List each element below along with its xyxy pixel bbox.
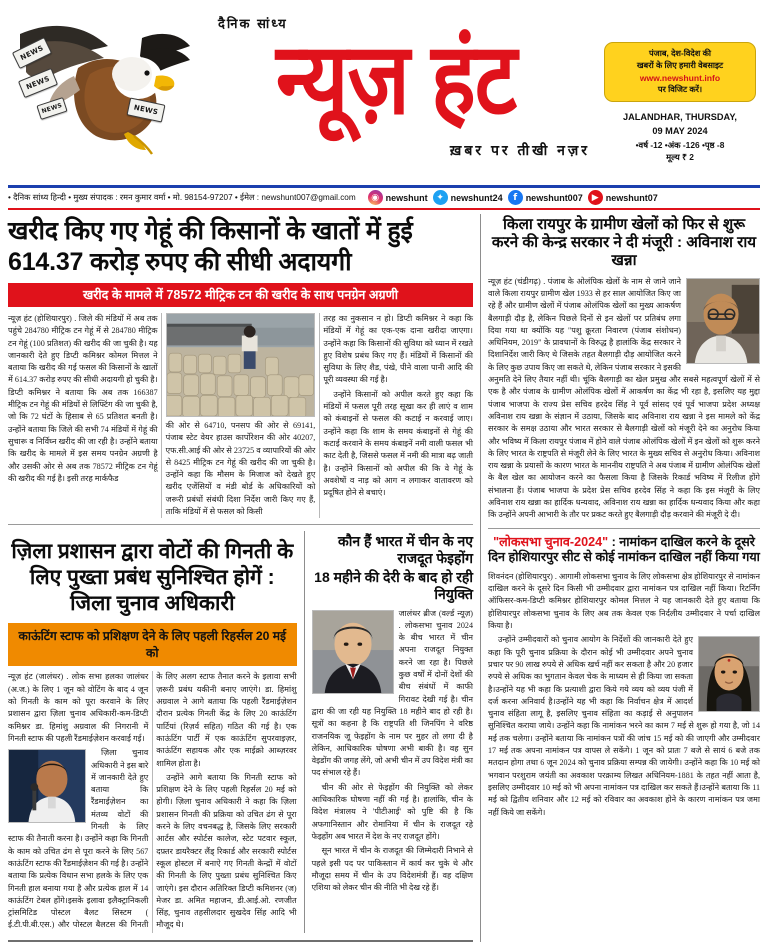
twitter-handle: newshunt24 bbox=[450, 192, 503, 203]
left-section bbox=[8, 214, 480, 942]
photo-person bbox=[241, 326, 257, 369]
news-chip: NEWS bbox=[127, 97, 166, 122]
youtube-handle: newshunt07 bbox=[605, 192, 658, 203]
photo-komal-mittal bbox=[698, 636, 760, 712]
china-paragraph-2: चीन की ओर से फेइहोंग की नियुक्ति को लेकर आधिकारिक घोषणा नहीं की गई है। हालांकि, चीन के विदेश मंत्रालय ने 'पीटीआई' को पुष्टि की है कि अफगानिस्तान और रोमानिया में चीन के राजदूत रहे फेइहोंग अब भारत में देश के नए राजदूत होंगे। bbox=[311, 782, 473, 841]
china-paragraph-3: सून भारत में चीन के राजदूत की जिम्मेदारी निभाने से पहले इसी पद पर पाकिस्तान में कार्य कर चुके थे और मौजूदा समय में चीन के उप विदेशमंत्री हैं। वह दक्षिण एशिया को लेकर चीन की नीति भी देख रहे हैं। bbox=[311, 846, 473, 893]
lead-col1-paragraph: न्यूज़ हंट (होशियारपुर) . जिले की मंडियों में अब तक पहुंचे 284780 मीट्रिक टन गेहूं में से 284780 मीट्रिक टन गेहूं (100 प्रतिशत) की खरीद की जा चुकी है। यह जानकारी देते हुए डिप्टी कमिश्नर कोमल मित्तल ने बताया कि खरीद की गई फसल की किसानों के खातों में 614.37 करोड़ रुपए की सीधी अदायगी हो चुकी है। डिप्टी कमिश्नर ने बताया कि अब तक 166387 मीट्रिक टन गेहूं की मंडियों से लिफ्टिंग की जा चुकी है, जो कि 72 घंटों के हिसाब से 65 प्रतिशत बनती है। उन्होंने बताया कि जिले की सभी 74 मंडियों में गेहूं की सुचारू व निर्विघ्न खरीद की जा रही है। उन्होंने बताया कि खरीद के मामले में इस समय पनग्रेन अग्रणी है और उसकी ओर से अब तक 78572 मीट्रिक टन गेहूं की खरीद की गई है। इसी तरह मार्कफैड bbox=[8, 314, 158, 483]
sports-body bbox=[488, 276, 760, 522]
divider-sports-bottom bbox=[488, 528, 760, 529]
second-row-wrapper bbox=[8, 531, 473, 932]
masthead-kicker: दैनिक सांध्य bbox=[218, 16, 288, 31]
dateline bbox=[604, 111, 756, 139]
nomination-headline bbox=[488, 535, 760, 566]
publication-date: 09 MAY 2024 bbox=[652, 125, 708, 136]
masthead-tagline: ख़बर पर तीखी नज़र bbox=[449, 141, 590, 158]
instagram-handle: newshunt bbox=[385, 192, 428, 203]
vote-counting-paragraph-3: उन्होंने आगे बताया कि गिनती स्टाफ को प्रशिक्षण देने के लिए पहली रिहर्सल 20 मई को होगी। ज़िला चुनाव अधिकारी ने कहा कि ज़िला प्रशासन गिनती की प्रक्रिया को उचित ढंग से पूरा करने के लिए वचनबद्ध है, जिसके लिए सरकारी आर्टस और स्पोर्टस कालेज, स्टेट पटवार स्कूल, दफ़्तर डायरैक्टर लैंड् रिकार्ड और सरकारी स्पोर्टस स्कूल होस्टल में बनाऐ गए गिनती केन्द्रों में वोटों की गिनती के लिए पुख्ता प्रबंध सुनिश्चित किए जाएंगे। इस दौरान अतिरिक्त डिप्टी कमिशनर (ज) मेजर डा. अमित महाजन, डी.आई.ओ. रणजीत सिंह, चुनाव तहसीलदार सुखदेव सिंह आदि भी मौजूद थे। bbox=[156, 772, 297, 930]
imprint-text: • दैनिक सांध्य हिन्दी • मुख्य संपादक : रमन कुमार वर्मा • मो. 98154-97207 • ईमेल : newshunt007@gmail.com bbox=[8, 193, 356, 202]
youtube-icon[interactable]: ▶ bbox=[588, 190, 603, 205]
lead-headline: खरीद किए गए गेहूं की किसानों के खातों में हुई 614.37 करोड़ रुपए की सीधी अदायगी bbox=[8, 217, 413, 276]
divider-red-top bbox=[8, 208, 760, 211]
social-link-twitter[interactable] bbox=[433, 190, 503, 205]
nomination-body bbox=[488, 571, 760, 819]
photo-district-election-officer bbox=[8, 749, 86, 823]
divider-lead-bottom bbox=[8, 524, 473, 525]
social-link-instagram[interactable] bbox=[368, 190, 428, 205]
nomination-headline-tag: "लोकसभा चुनाव-2024" bbox=[493, 534, 609, 549]
sports-paragraph-1: न्यूज़ हंट (चंडीगढ़) . पंजाब के ओलंपिक खेलों के नाम से जाने जाने वाले किला रायपुर ग्रामीण खेल 1933 से हर साल आयोजित किए जा रहे हैं और ग्रामीण खेलों में पंजाब ओलंपिक खेलों का मुख्य आकर्षण बैलगाड़ी दौड़ है, लेकिन पिछले दिनों से इन खेलों पर प्रतिबंध लगा दिया गया था क्योंकि यह "पशु क्रूरता निवारण (पंजाब संशोधन) अधिनियम, 2019" के प्रावधानों के विरुद्ध है हालांकि केंद्र सरकार ने दिशानिर्देश जारी किए थे जिसके तहत बैलगाड़ी दौड़ आयोजित करने के लिए कुछ उपाय किए जा सकते थे, लेकिन पंजाब सरकार ने इसकी अनुमति देने लिए तैयार नहीं थी। चूंकि बैलगाड़ी का खेल प्रमुख और सबसे महत्वपूर्ण खेलों में से एक है और पंजाब के ग्रामीण ओलंपिक खेलों में आकर्षण का केंद्र भी रहा है, इसलिए यह मुद्दा पंजाब भाजपा के राज्य प्रेस सचिव हरदेव सिंह ने पूर्व सांसद एवं पूर्व भाजपा प्रदेश अध्यक्ष अविनाश राय खन्ना के संज्ञान में उठाया, जिसके बाद अविनाश राय खन्ना ने इस मामले को केंद्र सरकार के समक्ष उठाया और भारत सरकार से बैलगाड़ी खेलों को मंजूरी देने का अनुरोध किया और भविष्य में किला रायपुर पंजाब में होने वाले पंजाब ओलंपिक खेलों में इन खेलों को शुरू करने के लिए भारत के राष्ट्रपति से मंजूरी लेने के लिए भारत के मुख्य सचिव से अनुरोध किया। अविनाश राय खन्ना के प्रयासों के कारण भारत के माननीय राष्ट्रपति ने अब पंजाब में ग्रामीण ओलंपिक खेलों के बैल खेल का आयोजन करने का फैसला किया है जिसके रिकार्ड भविष्य में रिलीज होंगे संभालना हैं। पंजाब भाजपा के प्रदेश प्रेस सचिव हरदेव सिंह ने कहा कि इस मंजूरी के लिए अविनाश राय खन्ना का हार्दिक धन्यवाद, अविनाश राय खन्ना का हार्दिक धन्यवाद किया और कहा कि उन्होंने अपनी आभारी के तौर पर प्रकट करते हुए बैलगाड़ी दौड़ करवाने की मंजूरी दे दी। bbox=[488, 276, 760, 520]
content-area bbox=[8, 214, 760, 942]
china-headline-line1: कौन हैं भारत में चीन के नए राजदूत फेइहोंग bbox=[337, 533, 473, 567]
photo-wheat-mandi bbox=[166, 313, 316, 417]
lead-col3-paragraph-1: तरह का नुकसान न हो। डिप्टी कमिश्नर ने कहा कि मंडियों में गेहूं का एक-एक दाना खरीदा जाएगा। उन्होंने कहा कि किसानों की सुविधा को ध्यान में रखते हुए विशेष प्रबंध किए गए हैं। मंडियों में किसानों की सुविधा के लिए शैड, पंखे, पीने वाला पानी आदि की पूरी व्यवस्था की गई है। bbox=[323, 314, 473, 385]
promo-line-1: पंजाब, देश-विदेश की bbox=[649, 49, 711, 58]
facebook-icon[interactable]: f bbox=[508, 190, 523, 205]
nomination-headline-rest: : नामांकन दाखिल करने के दूसरे दिन होशियारपुर सीट से कोई नामांकन दाखिल नहीं किया गया bbox=[488, 534, 760, 565]
place-and-day: JALANDHAR, THURSDAY, bbox=[622, 112, 737, 123]
masthead bbox=[0, 0, 768, 185]
instagram-icon[interactable]: ◉ bbox=[368, 190, 383, 205]
vote-counting-kicker-bar: काऊंटिंग स्टाफ को प्रशिक्षण देने के लिए पहली रिहर्सल 20 मई को bbox=[8, 623, 297, 666]
divider-vertical-mid bbox=[304, 531, 305, 932]
news-chip: NEWS bbox=[18, 68, 58, 98]
twitter-icon[interactable]: ✦ bbox=[433, 190, 448, 205]
vote-counting-paragraph-1: न्यूज़ हंट (जालंधर) . लोक सभा हलका जालंधर (अ.ज.) के लिए 1 जून को वोटिंग के बाद 4 जून को गिनती के काम को पूरा करवाने के लिए प्रशासन द्वारा ज़िला चुनाव अधिकारी-कम-डिप्टी कमिश्नर डा. हिमांशु अग्रवाल की निगरानी में गिनती स्टाफ की पहली रैंडमाईज़ेशन करवाई गई। bbox=[8, 672, 149, 743]
facebook-handle: newshunt007 bbox=[525, 192, 583, 203]
china-paragraph-1: जालंधर ब्रीज (वर्ल्ड न्यूज़) . लोकसभा चुनाव 2024 के बीच भारत में चीन अपना राजदूत नियुक्त करने जा रहा है। पिछले कुछ वर्षों में दोनों देशों की बीच संबंधों में काफी गिरावट देखी गई है। चीन द्वारा की जा रही यह नियुक्ति 18 महीने बाद हो रही है। सूत्रों का कहना है कि राष्ट्रपति शी जिनपिंग ने वरिष्ठ राजनयिक जू फेइहोंग के नाम पर मुहर तो लगा दी है लेकिन, आधिकारिक घोषणा अभी बाकी है। वह सुन वेइडोंग की जगह लेंगे, जो अभी चीन में उप विदेश मंत्री का पद संभाल रहे हैं। bbox=[311, 608, 473, 778]
social-link-youtube[interactable] bbox=[588, 190, 658, 205]
issue-info bbox=[604, 139, 756, 164]
eagle-logo bbox=[12, 16, 212, 166]
news-chip: NEWS bbox=[36, 97, 67, 120]
lead-kicker-bar: खरीद के मामले में 78572 मीट्रिक टन की खरीद के साथ पनग्रेन अग्रणी bbox=[8, 283, 473, 307]
sports-headline: किला रायपुर के ग्रामीण खेलों को फिर से शुरू करने की केन्द्र सरकार ने दी मंजूरी : अविनाश राय खन्ना bbox=[491, 216, 757, 270]
article-vote-counting[interactable] bbox=[8, 531, 297, 932]
china-body bbox=[312, 608, 473, 895]
price: मूल्य ₹ 2 bbox=[666, 152, 694, 163]
promo-line-2: खबरों के लिए हमारी वेबसाइट bbox=[636, 60, 724, 70]
right-section bbox=[481, 214, 760, 942]
lead-col3-paragraph-2: उन्होंने किसानों को अपील करते हुए कहा कि मंडियों में फसल पूरी तरह सूखा कर ही लाएं व शाम को कंबाइनों से फसल की कटाई न करवाई जाए। उन्होंने कहा कि शाम के समय कंबाइनों से गेहूं की कटाई करवाने के समय कंबाइनें नमी वाली फसल भी काट देती है, जिससे फसल में नमी की मात्रा बढ़ जाती है। उन्होंने किसानों को अपील की कि वे गेहूं के अवशेषों व नाड़ को आग न लगाकर वातावरण को प्रदूषित होने से बचाएं। bbox=[323, 389, 473, 498]
article-kila-raipur-games[interactable] bbox=[488, 216, 760, 522]
photo-avinash-rai-khanna bbox=[686, 278, 760, 364]
social-link-facebook[interactable] bbox=[508, 190, 583, 205]
nomination-paragraph-2: उन्होंने उम्मीदवारों को चुनाव आयोग के निर्देशों की जानकारी देते हुए कहा कि पूरी चुनाव प्रक्रिया के दौरान कोई भी उम्मीदवार अपने चुनाव प्रचार पर 90 लाख रुपये से अधिक खर्च नहीं कर सकता है और 20 हजार रुपये से अधिक का भुगतान केवल चेक के माध्यम से ही किया जा सकता है।उन्होंने यह भी कहा कि प्रत्याशी द्वारा किये गये व्यय को व्यय पंजी में दर्ज करना अनिवार्य है।उन्होंने यह भी कहा कि निर्वाचन क्षेत्र में आदर्श चुनाव संहिता लागू है, इसलिए चुनाव संहिता का कड़ाई से अनुपालन सुनिश्चित कराया जाये। उन्होंने कहा कि नामांकन भरने का काम 7 मई से शुरू हो गया है, जो 14 मई तक चलेगा। उन्होंने बताया कि नामांकन पत्रों की जांच 15 मई को की जाएगी और उम्मीदवार 17 मई तक अपना नामांकन पत्र वापस ले सकेंगे। 1 जून को प्रातः 7 बजे से सायं 6 बजे तक मतदान होगा तथा 6 जून 2024 को चुनाव प्रक्रिया सम्पन्न की जायेगी। उन्होंने कहा कि 10 मई को भगवान परशुराम जयंती का अवकाश परक्राम्य लिखत अधिनियम-1881 के तहत नहीं आता है, इसलिए उम्मीदवार 10 मई को भी अपना नामांकन पत्र दाखिल कर सकते हैं।उन्होंने बताया कि 11 मई को द्वितीय शनिवार और 12 मई को रविवार का अवकाश होने के कारण नामांकन पत्र जमा नहीं किये जा सकेंगे। bbox=[488, 635, 760, 817]
article-lead-wheat-procurement[interactable] bbox=[8, 216, 473, 518]
newspaper-title: न्यूज़ हंट bbox=[275, 23, 517, 135]
website-promo-box[interactable] bbox=[604, 42, 756, 102]
article-china-ambassador[interactable] bbox=[312, 531, 473, 932]
vote-counting-body-columns bbox=[8, 671, 297, 932]
imprint-social-strip bbox=[8, 188, 760, 208]
social-links bbox=[368, 190, 658, 205]
lead-body-columns bbox=[8, 313, 473, 518]
brand-block bbox=[196, 14, 596, 160]
issue-numbers: •वर्ष -12 •अंक -126 •पृष्ठ -8 bbox=[635, 139, 725, 150]
article-nomination-loksabha-2024[interactable] bbox=[488, 535, 760, 819]
nomination-paragraph-1: शिवनंदन (होशियारपुर) . आगामी लोकसभा चुनाव के लिए लोकसभा क्षेत्र होशियारपुर से नामांकन दाखिल करने के दूसरे दिन किसी भी उम्मीदवार द्वारा नामांकन पत्र दाखिल नहीं किया। रिटर्निंग ऑफिसर-कम-डिप्टी कमिश्नर होशियारपुर कोमल मित्तल ने यह जानकारी देते हुए बताया कि होशियारपुर लोकसभा चुनाव के लिए अब तक केवल एक निर्दलीय उम्मीदवार ने पर्चा दाखिल किया है। bbox=[488, 571, 760, 631]
vote-counting-headline: ज़िला प्रशासन द्वारा वोटों की गिनती के लिए पुख्ता प्रबंध सुनिश्चित होगें : जिला चुनाव अधिकारी bbox=[11, 540, 294, 616]
photo-xu-feihong bbox=[312, 610, 394, 694]
promo-line-4: पर विजिट करें। bbox=[657, 85, 703, 95]
divider-bottom-left bbox=[8, 940, 473, 942]
masthead-info-column bbox=[604, 42, 756, 164]
vote-counting-paragraph-2: ज़िला चुनाव अधिकारी ने इस बारे में जानकारी देते हुए बताया कि रैंडमाईज़ेशन का मंतव्य वोटों की गिनती के लिए स्टाफ की तैनाती करना है। उन्होंने कहा कि गिनती के काम को उचित ढंग से पूरा करने के लिए 567 काऊंटिंग स्टाफ की रैंडमाईज़ेशन की गई है। उन्होंने बताया कि प्रत्येक विधान सभा हलके के लिए एक गिनती हाल बनाया गया है और प्रत्येक हाल में 14 काऊंटिंग टेबल होंगे।इसके इलावा इलैक्ट्रानिकली ट्रांसमिटिड पोस्टल बैलट सिस्टम ( ई.टी.पी.बी.एस.) और पोस्टल बैलटस की गिनती के लिए अलग स्टाफ तैनात करने के इलावा सभी ज़रूरी प्रबंध यकीनी बनाए जाएंगे। डा. हिमांशु अग्रवाल ने आगे बताया कि पहली रैंडमाईज़ेशन दौरान प्रत्येक गिनती केंद्र के लिए 20 काऊंटिंग पार्टियां (रिज़र्व सहित) गठित की गई है। एक काऊंटिंग पार्टी में एक काऊंटिंग सुपरवाइज़र, काऊंटिंग सहायक और एक माईक्रो आब्ज़रवर शामिल होता है। bbox=[8, 672, 297, 930]
website-url[interactable]: www.newshunt.info bbox=[639, 72, 721, 83]
china-headline-line2: 18 महीने की देरी के बाद हो रही नियुक्ति bbox=[314, 568, 473, 602]
news-chip: NEWS bbox=[12, 37, 52, 69]
lead-col2-paragraph: की ओर से 64710, पनसप की ओर से 69141, पंजाब स्टेट वेयर हाउस कार्पोरेशन की ओर 40207, एफ.सी.आई की ओर से 23725 व व्यापारियों की ओर से 8425 मीट्रिक टन गेहूं की खरीद की जा चुकी है। उन्होंने कहा कि मौसम के मिजाज को देखते हुए खरीद एजेंसियों व मंडी बोर्ड के अधिकारियों को जरूरी प्रबंधों संबंधी दिशा निर्देश जारी किए गए हैं, ताकि मंडियों में से फसल को किसी bbox=[165, 421, 316, 517]
